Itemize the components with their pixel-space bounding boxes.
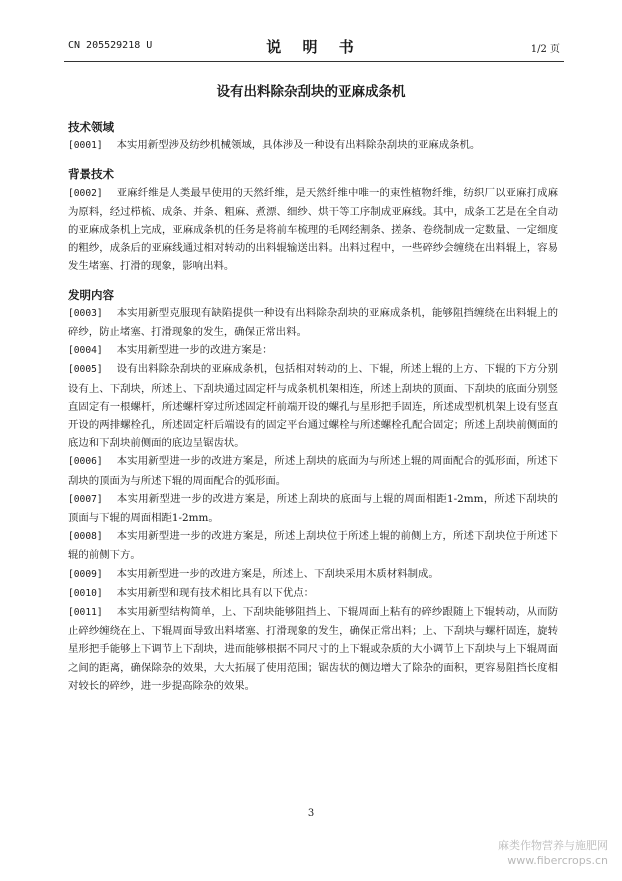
paragraph-number: [0010] [68, 587, 103, 599]
paragraph-text: 亚麻纤维是人类最早使用的天然纤维，是天然纤维中唯一的束性植物纤维，纺织厂以亚麻打成麻为原料，经过栉梳、成条、并条、粗麻、煮漂、细纱、烘干等工序制成亚麻线。其中，成条工艺是在全自动的亚麻成条机上完成，亚麻成条机的任务是将前车梳理的毛网经割条、搓条、卷绕制成一定数量、一定细度的粗纱，成条后的亚麻线通过相对转动的出料辊输送出料。出料过程中，一些碎纱会缠绕在出料辊上，容易发生堵塞、打滑的现象，影响出料。 [68, 186, 558, 273]
paragraph [68, 490, 558, 527]
document-body [68, 118, 558, 695]
paragraph-number: [0003] [68, 307, 103, 319]
paragraph-number: [0004] [68, 345, 103, 357]
page-info: 1/2 页 [530, 44, 560, 55]
paragraph-number: [0011] [68, 607, 103, 619]
paragraph [68, 184, 558, 276]
section-heading: 技术领域 [68, 120, 114, 134]
paragraph-number: [0007] [68, 493, 103, 505]
paragraph-number: [0002] [68, 187, 103, 199]
page-number: 3 [307, 808, 315, 819]
page-header [68, 36, 560, 58]
paragraph-text: 本实用新型克服现有缺陷提供一种设有出料除杂刮块的亚麻成条机，能够阻挡缠绕在出料辊上的碎纱，防止堵塞、打滑现象的发生，确保正常出料。 [68, 306, 558, 339]
doc-type: 说 明 书 [266, 38, 362, 56]
watermark [498, 838, 608, 868]
paragraph-number: [0005] [68, 364, 103, 376]
paragraph-number: [0008] [68, 531, 103, 543]
paragraph-number: [0001] [68, 140, 103, 152]
paragraph-text: 本实用新型涉及纺纱机械领域，具体涉及一种设有出料除杂刮块的亚麻成条机。 [116, 139, 481, 152]
section-heading: 背景技术 [68, 167, 114, 182]
paragraph-text: 本实用新型结构简单，上、下刮块能够阻挡上、下辊周面上粘有的碎纱跟随上下辊转动，从而防止碎纱缠绕在上、下辊周面导致出料堵塞、打滑现象的发生，确保正常出料；上、下刮块与螺杆固连，旋转星形把手能够上下调节上下刮块，进而能够根据不同尺寸的上下辊或杂质的大小调节上下刮块与上下辊周面之间的距离，确保除杂的效果，大大拓展了使用范围；锯齿状的侧边增大了除杂的面积，更容易阻挡长度相对较长的碎纱，进一步提高除杂的效果。 [68, 606, 558, 692]
watermark-url: www.fibercrops.cn [507, 854, 608, 867]
paragraph-text: 本实用新型进一步的改进方案是，所述上刮块的底面与上辊的周面相距1-2mm，所述下刮块的顶面与下辊的周面相距1-2mm。 [68, 492, 558, 525]
paragraph [68, 584, 558, 603]
section-heading: 发明内容 [68, 287, 114, 302]
paragraph-text: 本实用新型进一步的改进方案是，所述上刮块的底面为与所述上辊的周面配合的弧形面，所述下刮块的顶面为与所述下辊的周面配合的弧形面。 [68, 455, 558, 487]
paragraph-number: [0006] [68, 456, 103, 468]
document-title: 设有出料除杂刮块的亚麻成条机 [216, 84, 406, 100]
paragraph [68, 565, 558, 584]
paragraph-text: 本实用新型进一步的改进方案是，所述上刮块位于所述上辊的前侧上方，所述下刮块位于所述下辊的前侧下方。 [68, 530, 558, 562]
paragraph [68, 527, 558, 564]
paragraph-number: [0009] [68, 568, 103, 580]
paragraph [68, 360, 558, 452]
paragraph [68, 136, 558, 155]
header-divider [64, 61, 564, 62]
paragraph-text: 本实用新型进一步的改进方案是： [116, 344, 273, 357]
section-summary [68, 286, 558, 695]
paragraph [68, 304, 558, 341]
paragraph [68, 341, 558, 360]
watermark-title: 麻类作物营养与施肥网 [498, 839, 608, 852]
section-technical-field [68, 118, 558, 155]
paragraph-text: 本实用新型和现有技术相比具有以下优点： [116, 586, 315, 599]
section-background [68, 165, 558, 275]
paragraph [68, 603, 558, 695]
paragraph [68, 452, 558, 489]
paragraph-text: 本实用新型进一步的改进方案是，所述上、下刮块采用木质材料制成。 [116, 567, 439, 580]
paragraph-text: 设有出料除杂刮块的亚麻成条机，包括相对转动的上、下辊，所述上辊的上方、下辊的下方分别设有上、下刮块，所述上、下刮块通过固定杆与成条机机架相连，所述上刮块的顶面、下刮块的底面分别竖直固定有一根螺杆，所述螺杆穿过所述固定杆前端开设的螺孔与星形把手固连，所述成型机机架上设有竖直开设的两排螺栓孔，所述固定杆后端设有的固定平台通过螺栓与所述螺栓孔配合固定；所述上刮块前侧面的底边和下刮块前侧面的底边呈锯齿状。 [68, 363, 558, 450]
doc-number: CN 205529218 U [68, 40, 153, 51]
